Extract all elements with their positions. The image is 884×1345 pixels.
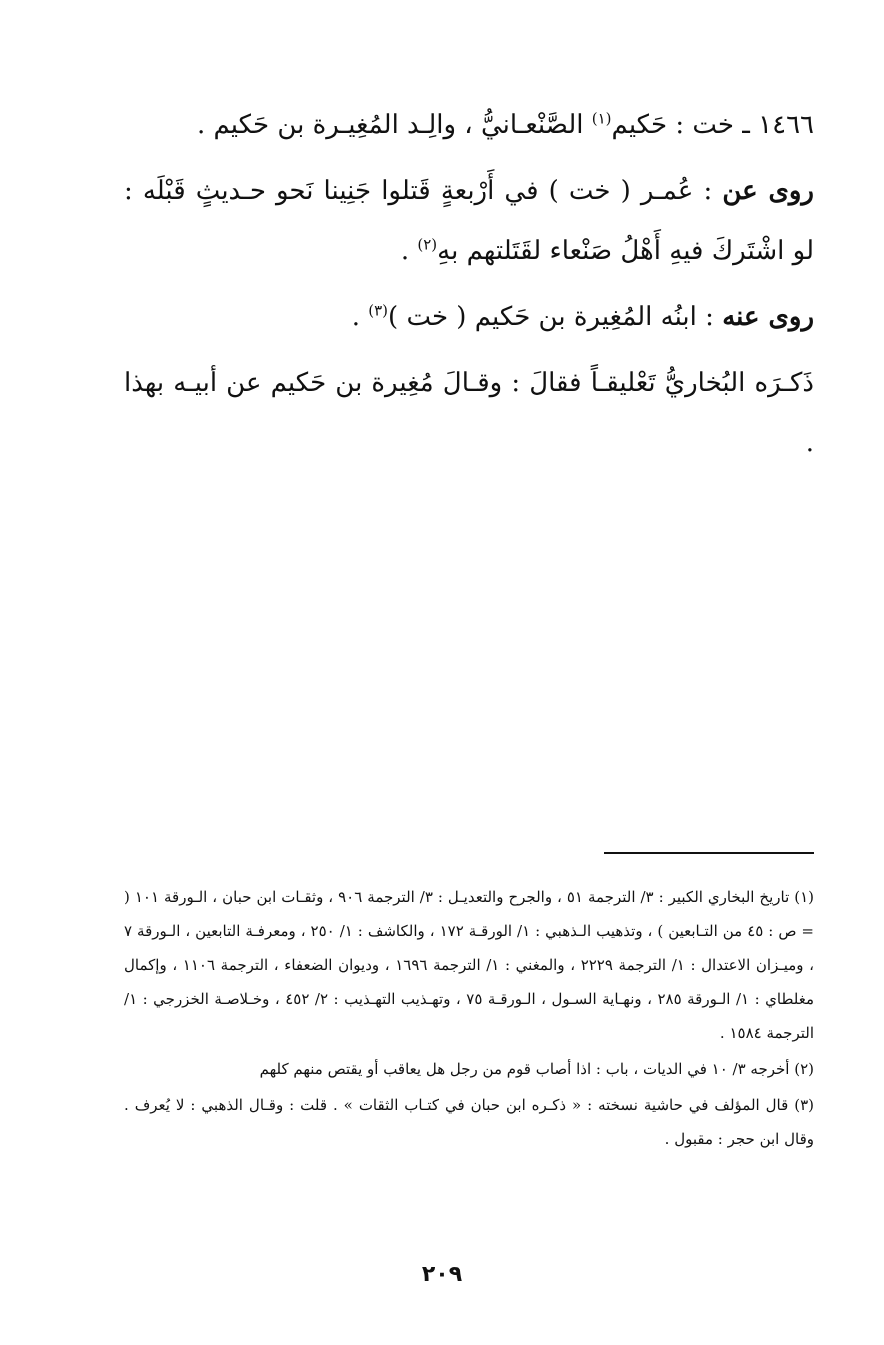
narrated-by <box>124 287 814 347</box>
narrated-from <box>124 161 814 281</box>
narrated-by-text: : ابنُه المُغِيرة بن حَكيم ( خت ) <box>388 302 723 332</box>
narrated-by-label: روى عنه <box>722 302 814 332</box>
narrated-by-end: . <box>351 302 369 332</box>
footnotes <box>124 880 814 1158</box>
footnote-3: (٣) قال المؤلف في حاشية نسخته : « ذكـره ابن حبان في كتـاب الثقات » . قلت : وقـال الذهبي : لا يُعرف . وقال ابن حجر : مقبول . <box>124 1096 814 1148</box>
bukhari-mention: ذَكـرَه البُخاريُّ تَعْليقـاً فقالَ : وقـالَ مُغِيرة بن حَكيم عن أبيـه بهذا . <box>124 368 814 458</box>
footnote-ref-3: (٣) <box>368 301 389 320</box>
entry-body <box>124 95 814 479</box>
footnote-2: (٢) أخرجه ٣/ ١٠ في الديات ، باب : اذا أصاب قوم من رجل هل يعاقب أو يقتص منهم كلهم <box>259 1060 814 1078</box>
entry-heading-text: ١٤٦٦ ـ خت : حَكيم <box>611 110 814 140</box>
entry-heading-rest: الصَّنْعـانيُّ ، والِـد المُغِيـرة بن حَكيم . <box>196 110 592 140</box>
footnote-ref-1: (١) <box>591 109 612 128</box>
narrated-from-text: : عُمـر ( خت ) في أَرْبعةٍ قَتلوا جَنِينا نَحو حـديثٍ قَبْلَه : لو اشْتَركَ فيهِ أَهْلُ صَنْعاء لقَتَلتهم بهِ <box>124 176 814 266</box>
page-number: ٢٠٩ <box>421 1262 463 1287</box>
narrated-from-end: . <box>400 236 418 266</box>
footnote-1: (١) تاريخ البخاري الكبير : ٣/ الترجمة ٥١ ، والجرح والتعديـل : ٣/ الترجمة ٩٠٦ ، وثقـات ابن حبان ، الـورقة ١٠١ ( = ص : ٤٥ من التـابعين ) ، وتذهيب الـذهبي : ١/ الورقـة ١٧٢ ، والكاشف : ١/ ٢٥٠ ، ومعرفـة التابعين ، الـورقة ٧ ، وميـزان الاعتدال : ١/ الترجمة ٢٢٢٩ ، والمغني : ١/ الترجمة ١٦٩٦ ، وديوان الضعفاء ، الترجمة ١١٠٦ ، وإكمال مغلطاي : ١/ الـورقة ٢٨٥ ، ونهـاية السـول ، الـورقـة ٧٥ ، وتهـذيب التهـذيب : ٢/ ٤٥٢ ، وخـلاصـة الخزرجي : ١/ الترجمة ١٥٨٤ . <box>124 888 815 1042</box>
entry-heading <box>124 95 814 155</box>
footnote-ref-2: (٢) <box>417 235 438 254</box>
footnote-separator <box>604 852 814 854</box>
narrated-from-label: روى عن <box>722 176 814 206</box>
